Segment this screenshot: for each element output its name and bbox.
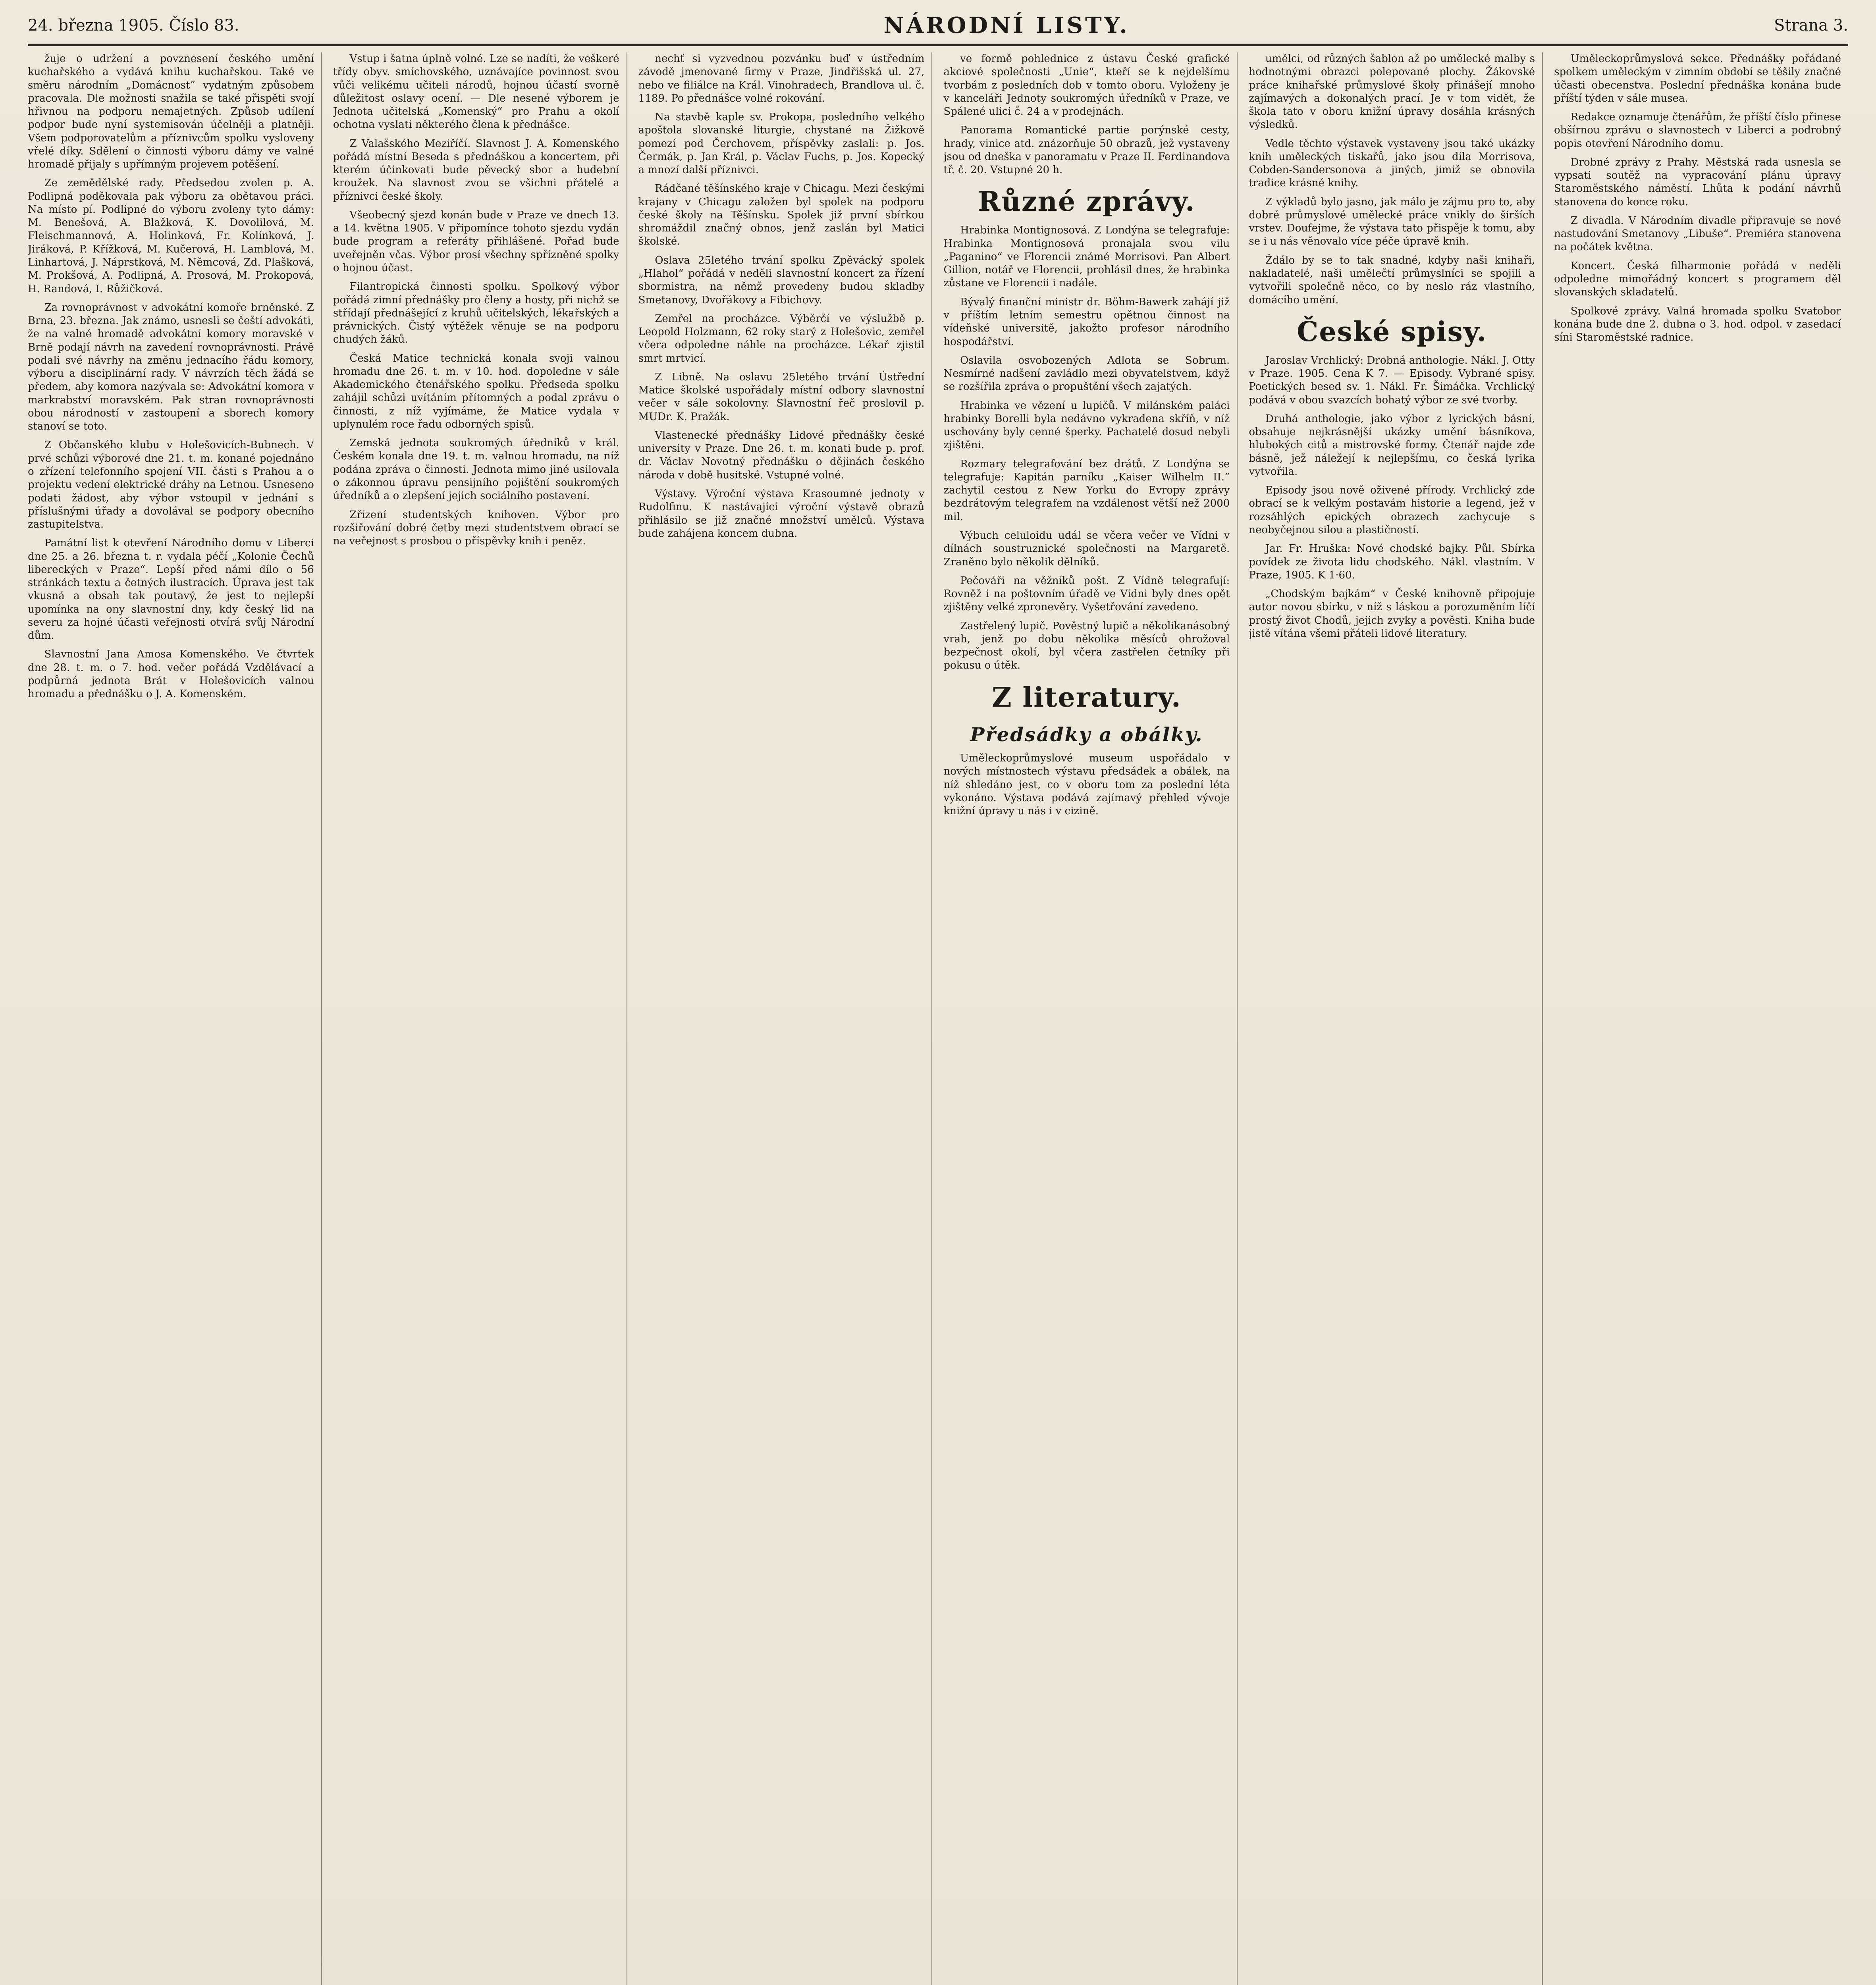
article-paragraph: Pečováři na věžníků pošt. Z Vídně telegrafují: Rovněž i na poštovním úřadě ve Vídni byly dnes opět zjištěny velké zpronevěry. Vyšetřování zavedeno. (943, 574, 1230, 613)
article-paragraph: Episody jsou nově oživené přírody. Vrchlický zde obrací se k velkým postavám historie a legend, jež v rozsáhlých epických obrazech zachycuje s neobyčejnou silou a plastičností. (1249, 484, 1535, 536)
article-paragraph: Zemská jednota soukromých úředníků v král. Českém konala dne 19. t. m. valnou hromadu, na níž podána zpráva o činnosti. Jednota mimo jiné usilovala o zákonnou úpravu pensijního pojištění soukromých úředníků a o zlepšení jejich sociálního postavení. (333, 437, 619, 502)
article-paragraph: Druhá anthologie, jako výbor z lyrických básní, obsahuje nejkrásnější ukázky umění básníkova, hlubokých citů a mistrovské formy. Čtenář najde zde básně, jež náležejí k nejlepšímu, co česká lyrika vytvořila. (1249, 412, 1535, 478)
issue-date: 24. března 1905. Číslo 83. (28, 16, 239, 35)
column-3 (638, 52, 933, 1985)
article-paragraph: Jar. Fr. Hruška: Nové chodské bajky. Půl. Sbírka povídek ze života lidu chodského. Nákl. vlastním. V Praze, 1905. K 1·60. (1249, 543, 1535, 581)
masthead (28, 7, 1848, 46)
article-paragraph: Hrabinka Montignosová. Z Londýna se telegrafuje: Hrabinka Montignosová pronajala svou vilu „Paganino“ ve Florencii známé Morrisovi. Pan Albert Gillion, notář ve Florencii, prohlásil dnes, že hrabinka zůstane ve Florencii i nadále. (943, 224, 1230, 289)
article-paragraph: Vstup i šatna úplně volné. Lze se nadíti, že veškeré třídy obyv. smíchovského, uznávajíce povinnost svou vůči velikému učiteli národů, hojnou účastí svorně důležitost oslavy ocení. — Dle nesené výborem je Jednota učitelská „Komenský“ pro Prahu a okolí ochotna vyslati některého člena k přednášce. (333, 53, 619, 131)
columns-container (28, 52, 1848, 1985)
article-paragraph: Oslavila osvobozených Adlota se Sobrum. Nesmírné nadšení zavládlo mezi obyvatelstvem, když se rozšířila zpráva o propuštění všech zajatých. (943, 354, 1230, 393)
column-6 (1554, 52, 1848, 1985)
article-paragraph: Hrabinka ve vězení u lupičů. V milánském paláci hrabinky Borelli byla nedávno vykradena skříň, v níž uschovány byly cenné šperky. Pachatelé dosud nebyli zjištěni. (943, 399, 1230, 451)
article-paragraph: Ždálo by se to tak snadné, kdyby naši knihaři, nakladatelé, naši umělečtí průmyslníci se spojili a vytvořili společně něco, co by neslo ráz vlastního, domácího umění. (1249, 254, 1535, 306)
article-paragraph: Redakce oznamuje čtenářům, že příští číslo přinese obšírnou zprávu o slavnostech v Liberci a podrobný popis otevření Národního domu. (1554, 111, 1841, 150)
article-paragraph: Vlastenecké přednášky Lidové přednášky české university v Praze. Dne 26. t. m. konati bude p. prof. dr. Václav Novotný přednášku o dějinách českého národa v době husitské. Vstupné volné. (638, 429, 925, 481)
article-paragraph: Na stavbě kaple sv. Prokopa, posledního velkého apoštola slovanské liturgie, chystané na Žižkově pomezí pod Čerchovem, příspěvky zaslali: p. Jos. Čermák, p. Jan Král, p. Václav Fuchs, p. Jos. Kopecký a mnozí další příznivci. (638, 111, 925, 176)
article-paragraph: Koncert. Česká filharmonie pořádá v neděli odpoledne mimořádný koncert s programem děl slovanských skladatelů. (1554, 260, 1841, 299)
article-paragraph: umělci, od různých šablon až po umělecké malby s hodnotnými obrazci polepované plochy. Žákovské práce knihařské průmyslové školy přinášejí mnoho zajímavých a dokonalých prací. Je v tom vidět, že škola tato v oboru knižní úpravy dosáhla krásných výsledků. (1249, 53, 1535, 131)
section-heading: České spisy. (1297, 316, 1487, 348)
article-paragraph: Drobné zprávy z Prahy. Městská rada usnesla se vypsati soutěž na vypracování plánu úpravy Staroměstského náměstí. Lhůta k podání návrhů stanovena do konce roku. (1554, 156, 1841, 208)
article-paragraph: Ze zemědělské rady. Předsedou zvolen p. A. Podlipná poděkovala pak výboru za obětavou práci. Na místo pí. Podlipné do výboru zvoleny tyto dámy: M. Benešová, A. Blažková, K. Dovolilová, M. Fleischmannová, A. Holinková, Fr. Kolínková, J. Jiráková, P. Křížková, M. Kučerová, H. Lamblová, M. Linhartová, J. Náprstková, M. Němcová, Zd. Plašková, M. Prokšová, A. Podlipná, A. Prosová, M. Prokopová, H. Randová, I. Růžičková. (28, 177, 314, 295)
article-paragraph: Oslava 25letého trvání spolku Zpěvácký spolek „Hlahol“ pořádá v neděli slavnostní koncert za řízení sbormistra, na němž provedeny budou skladby Smetanovy, Dvořákovy a Fibichovy. (638, 254, 925, 306)
article-paragraph: Všeobecný sjezd konán bude v Praze ve dnech 13. a 14. května 1905. V připomínce tohoto sjezdu vydán bude program a referáty přihlášené. Pořad bude uveřejněn včas. Výbor prosí všechny spřízněné spolky o hojnou účast. (333, 209, 619, 274)
section-subheading: Předsádky a obálky. (970, 723, 1203, 746)
column-4 (943, 52, 1238, 1985)
article-paragraph: žuje o udržení a povznesení českého umění kuchařského a vydává knihu kuchařskou. Také ve směru národním „Domácnost“ vydatným způsobem pracovala. Dle možnosti snažila se také přispěti svojí hřivnou na podporu nemajetných. Způsob udílení podpor bude nyní systemisován účelněji a platněji. Všem podporovatelům a příznivcům spolku vysloveny vřelé díky. Sdělení o činnosti výboru dámy ve valné hromadě přijaly s upřímným projevem potěšení. (28, 53, 314, 171)
column-5 (1249, 52, 1543, 1985)
section-heading: Z literatury. (992, 681, 1182, 713)
article-paragraph: „Chodským bajkám“ v České knihovně připojuje autor novou sbírku, v níž s láskou a porozuměním líčí prostý život Chodů, jejich zvyky a pověsti. Kniha bude jistě vítána všemi přáteli lidové literatury. (1249, 588, 1535, 640)
article-paragraph: Vedle těchto výstavek vystaveny jsou také ukázky knih uměleckých tiskařů, jako jsou díla Morrisova, Cobden-Sandersonova a jiných, jimiž se obnovila tradice krásné knihy. (1249, 137, 1535, 189)
article-paragraph: Rozmary telegrafování bez drátů. Z Londýna se telegrafuje: Kapitán parníku „Kaiser Wilhelm II.“ zachytil cestou z New Yorku do Evropy zprávy bezdrátovým telegrafem na vzdálenost větší než 2000 mil. (943, 458, 1230, 523)
page-number: Strana 3. (1774, 16, 1848, 35)
column-2 (333, 52, 627, 1985)
article-paragraph: Panorama Romantické partie porýnské cesty, hrady, vinice atd. znázorňuje 50 obrazů, jež vystaveny jsou od dneška v panoramatu v Praze II. Ferdinandova tř. č. 20. Vstupné 20 h. (943, 124, 1230, 176)
article-paragraph: Spolkové zprávy. Valná hromada spolku Svatobor konána bude dne 2. dubna o 3. hod. odpol. v zasedací síni Staroměstské radnice. (1554, 305, 1841, 344)
article-paragraph: Zastřelený lupič. Pověstný lupič a několikanásobný vrah, jenž po dobu několika měsíců ohrožoval bezpečnost okolí, byl včera zastřelen četníky při pokusu o útěk. (943, 620, 1230, 672)
article-paragraph: Zemřel na procházce. Výběrčí ve výslužbě p. Leopold Holzmann, 62 roky starý z Holešovic, zemřel včera odpoledne náhle na procházce. Lékař zjistil smrt mrtvicí. (638, 312, 925, 364)
article-paragraph: Z Valašského Meziříčí. Slavnost J. A. Komenského pořádá místní Beseda s přednáškou a koncertem, při kterém účinkovati bude pěvecký sbor a hudební kroužek. Na slavnost zvou se všichni přátelé a příznivci české školy. (333, 137, 619, 202)
article-paragraph: Bývalý finanční ministr dr. Böhm-Bawerk zahájí již v příštím letním semestru opětnou činnost na vídeňské universitě, jakožto profesor národního hospodářství. (943, 296, 1230, 348)
article-paragraph: Z výkladů bylo jasno, jak málo je zájmu pro to, aby dobré průmyslové umělecké práce vnikly do širších vrstev. Doufejme, že výstava tato přispěje k tomu, aby se i u nás věnovalo více péče úpravě knih. (1249, 196, 1535, 248)
article-paragraph: Výstavy. Výroční výstava Krasoumné jednoty v Rudolfinu. K nastávající výroční výstavě obrazů přihlásilo se již značné množství umělců. Výstava bude zahájena koncem dubna. (638, 488, 925, 540)
article-paragraph: Rádčané těšínského kraje v Chicagu. Mezi českými krajany v Chicagu založen byl spolek na podporu české školy na Těšínsku. Spolek již první sbírkou shromáždil značný obnos, jenž zaslán byl Matici školské. (638, 183, 925, 248)
article-paragraph: Výbuch celuloidu udál se včera večer ve Vídni v dílnách soustruznické společnosti na Margaretě. Zraněno bylo několik dělníků. (943, 530, 1230, 568)
column-1 (28, 52, 322, 1985)
article-paragraph: Uměleckoprůmyslová sekce. Přednášky pořádané spolkem uměleckým v zimním období se těšily značné účasti obecenstva. Poslední přednáška konána bude příští týden v sále musea. (1554, 53, 1841, 104)
newspaper-title: NÁRODNÍ LISTY. (883, 12, 1130, 39)
article-paragraph: Zřízení studentských knihoven. Výbor pro rozšiřování dobré četby mezi studentstvem obrací se na veřejnost s prosbou o příspěvky knih i peněz. (333, 509, 619, 547)
article-paragraph: Jaroslav Vrchlický: Drobná anthologie. Nákl. J. Otty v Praze. 1905. Cena K 7. — Episody. Vybrané spisy. Poetických besed sv. 1. Nákl. Fr. Šimáčka. Vrchlický podává v obou svazcích bohatý výbor ze své tvorby. (1249, 354, 1535, 406)
article-paragraph: Z Libně. Na oslavu 25letého trvání Ústřední Matice školské uspořádaly místní odbory slavnostní večer v sále sokolovny. Slavnostní řeč proslovil p. MUDr. K. Pražák. (638, 371, 925, 423)
article-paragraph: Slavnostní Jana Amosa Komenského. Ve čtvrtek dne 28. t. m. o 7. hod. večer pořádá Vzdělávací a podpůrná jednota Brát v Holešovicích valnou hromadu a přednášku o J. A. Komenském. (28, 648, 314, 700)
article-paragraph: Uměleckoprůmyslové museum uspořádalo v nových místnostech výstavu předsádek a obálek, na níž shledáno jest, co v oboru tom za poslední léta vykonáno. Výstava podává zajímavý přehled vývoje knižní úpravy u nás i v cizině. (943, 752, 1230, 817)
article-paragraph: Z Občanského klubu v Holešovicích-Bubnech. V prvé schůzi výborové dne 21. t. m. konané pojednáno o zřízení telefonního spojení VII. části s Prahou a o projektu vedení elektrické dráhy na Letnou. Usneseno podati žádost, aby výbor vstoupil v jednání s příslušnými úřady a dovolával se podpory obecního zastupitelstva. (28, 439, 314, 531)
article-paragraph: nechť si vyzvednou pozvánku buď v ústředním závodě jmenované firmy v Praze, Jindřišská ul. 27, nebo ve filiálce na Král. Vinohradech, Brandlova ul. č. 1189. Po přednášce volné rokování. (638, 53, 925, 104)
article-paragraph: Památní list k otevření Národního domu v Liberci dne 25. a 26. března t. r. vydala péčí „Kolonie Čechů libereckých v Praze“. Lepší před námi dílo o 56 stránkách textu a četných ilustracích. Úprava jest tak vkusná a obsah tak poutavý, že jest to nejlepší upomínka na ony slavnostní dny, kdy český lid na severu za hojné účasti veřejnosti otvírá svůj Národní dům. (28, 537, 314, 642)
section-heading: Různé zprávy. (978, 186, 1195, 218)
article-paragraph: Z divadla. V Národním divadle připravuje se nové nastudování Smetanovy „Libuše“. Premiéra stanovena na počátek května. (1554, 214, 1841, 253)
article-paragraph: Za rovnoprávnost v advokátní komoře brněnské. Z Brna, 23. března. Jak známo, usnesli se čeští advokáti, že na valné hromadě advokátní komory moravské v Brně podají návrh na zavedení rovnoprávnosti. Právě podali své návrhy na změnu jednacího řádu komory, výboru a disciplinární rady. V návrzích těch žádá se předem, aby komora nazývala se: Advokátní komora v markrabství moravském. Pak stran rovnoprávnosti obou národností v zastoupení a sborech komory stanoví se toto. (28, 301, 314, 433)
article-paragraph: Česká Matice technická konala svoji valnou hromadu dne 26. t. m. v 10. hod. dopoledne v sále Akademického čtenářského spolku. Předseda spolku zahájil schůzi uvítáním přítomných a podal zprávu o činnosti, z níž vyjímáme, že Matice vydala v uplynulém roce řadu odborných spisů. (333, 352, 619, 430)
article-paragraph: Filantropická činnosti spolku. Spolkový výbor pořádá zimní přednášky pro členy a hosty, při nichž se střídají přednášející z kruhů učitelských, lékařských a právnických. Čistý výtěžek věnuje se na podporu chudých žáků. (333, 281, 619, 346)
article-paragraph: ve formě pohlednice z ústavu České grafické akciové společnosti „Unie“, kteří se k nejdelšímu tvorbám z posledních dob v tomto oboru. Vyloženy je v kanceláři Jednoty soukromých úředníků v Praze, ve Spálené ulici č. 24 a v prodejnách. (943, 53, 1230, 118)
